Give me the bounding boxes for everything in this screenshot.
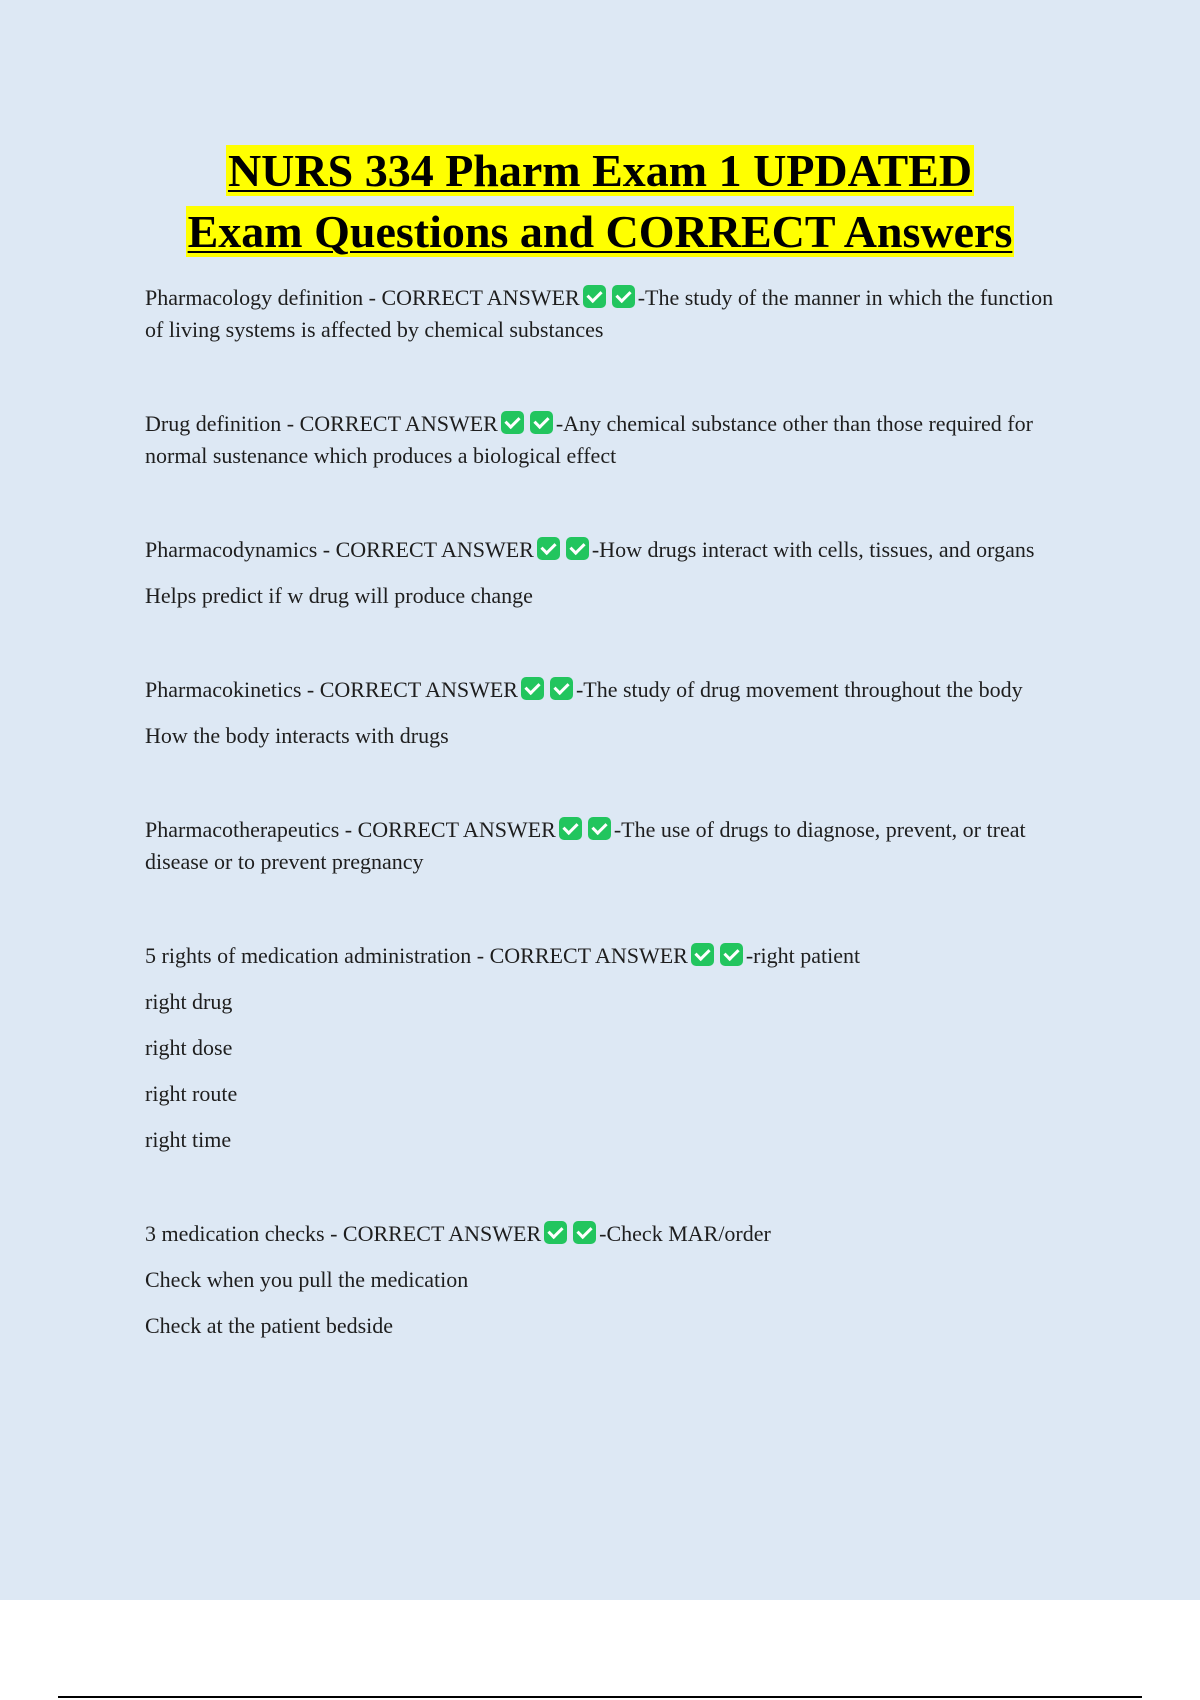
- qa-item: [145, 282, 1075, 346]
- footer-divider: [58, 1696, 1142, 1698]
- answer-extra-line: Check when you pull the medication: [145, 1267, 469, 1292]
- qa-main-line: [145, 408, 1075, 472]
- qa-item: [145, 534, 1075, 612]
- answer-extra-line: right drug: [145, 989, 233, 1014]
- question-text: 5 rights of medication administration - CORRECT ANSWER: [145, 943, 688, 968]
- answer-text: -The study of drug movement throughout the body: [575, 677, 1023, 702]
- answer-extra-line: right route: [145, 1081, 238, 1106]
- check-mark-icon: [583, 285, 606, 308]
- check-mark-icon: [521, 677, 544, 700]
- answer-extra-line: right dose: [145, 1035, 233, 1060]
- qa-main-line: [145, 674, 1075, 706]
- check-mark-icon: [537, 537, 560, 560]
- title-line-2: Exam Questions and CORRECT Answers: [187, 206, 1013, 257]
- check-mark-icon: [720, 943, 743, 966]
- check-mark-icon: [691, 943, 714, 966]
- qa-item: [145, 814, 1075, 878]
- qa-main-line: [145, 814, 1075, 878]
- qa-item: [145, 940, 1075, 1156]
- qa-main-line: [145, 1218, 1075, 1250]
- question-text: Pharmacotherapeutics - CORRECT ANSWER: [145, 817, 556, 842]
- answer-extra-line: Check at the patient bedside: [145, 1313, 394, 1338]
- qa-item: [145, 1218, 1075, 1342]
- answer-text: -Check MAR/order: [599, 1221, 771, 1246]
- check-mark-icon: [559, 817, 582, 840]
- check-mark-icon: [550, 677, 573, 700]
- title-line-1: NURS 334 Pharm Exam 1 UPDATED: [227, 145, 973, 196]
- question-text: Pharmacology definition - CORRECT ANSWER: [145, 285, 580, 310]
- check-mark-icon: [544, 1221, 567, 1244]
- question-text: Pharmacokinetics - CORRECT ANSWER: [145, 677, 518, 702]
- check-mark-icon: [588, 817, 611, 840]
- check-mark-icon: [612, 285, 635, 308]
- check-mark-icon: [573, 1221, 596, 1244]
- check-mark-icon: [501, 411, 524, 434]
- answer-extra-line: How the body interacts with drugs: [145, 723, 449, 748]
- question-text: Drug definition - CORRECT ANSWER: [145, 411, 498, 436]
- answer-text: -right patient: [745, 943, 861, 968]
- qa-item: [145, 408, 1075, 472]
- question-text: 3 medication checks - CORRECT ANSWER: [145, 1221, 542, 1246]
- qa-main-line: [145, 282, 1075, 346]
- answer-extra-line: Helps predict if w drug will produce change: [145, 583, 533, 608]
- answer-text: -The use of drugs to diagnose, prevent, or treat disease or to prevent pregnancy: [145, 817, 1026, 874]
- answer-extra-line: right time: [145, 1127, 232, 1152]
- document-title: [0, 140, 1200, 262]
- answer-text: -The study of the manner in which the function of living systems is affected by chemical substances: [145, 285, 1054, 342]
- qa-main-line: [145, 534, 1075, 566]
- answer-text: -How drugs interact with cells, tissues, and organs: [591, 537, 1035, 562]
- answer-text: -Any chemical substance other than those required for normal sustenance which produces a biological effect: [145, 411, 1033, 468]
- qa-main-line: [145, 940, 1075, 972]
- qa-item: [145, 674, 1075, 752]
- question-answer-list: [145, 282, 1075, 1404]
- question-text: Pharmacodynamics - CORRECT ANSWER: [145, 537, 534, 562]
- check-mark-icon: [530, 411, 553, 434]
- check-mark-icon: [566, 537, 589, 560]
